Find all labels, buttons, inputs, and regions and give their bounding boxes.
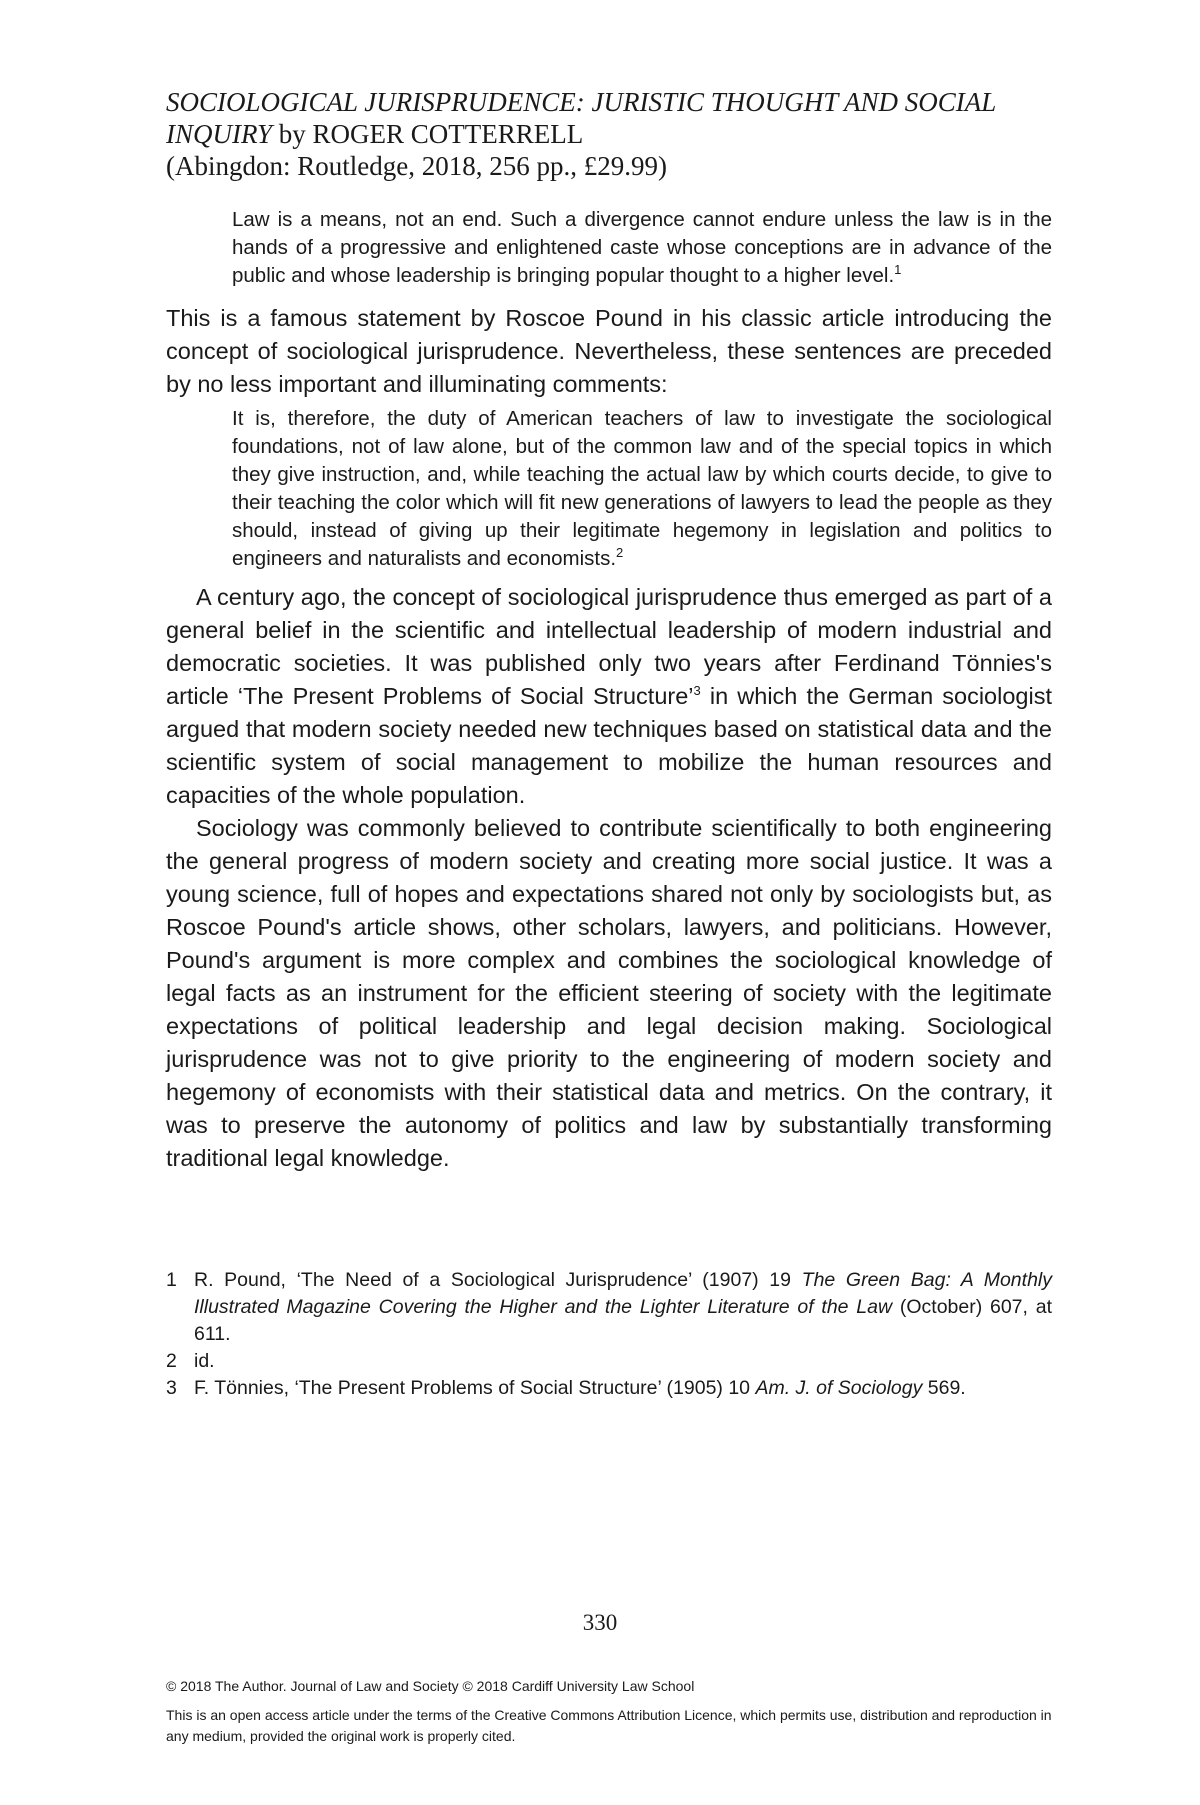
review-title bbox=[166, 86, 1052, 150]
licence-notice: This is an open access article under the terms of the Creative Commons Attribution Licence, which permits use, distribution and reproduction in any medium, provided the original work is properly cited. bbox=[166, 1707, 1052, 1744]
paragraph-2-text-a: A century ago, the concept of sociological jurisprudence thus emerged as part of a general belief in the scientific and intellectual leadership of modern industrial and democratic societies. It was published only two years after Ferdinand Tönnies's article ‘The Present Problems of Social Structure’ bbox=[166, 584, 1052, 709]
footnote-text-b: (October) 607, at 611. bbox=[194, 1296, 1052, 1345]
footnote-number: 3 bbox=[166, 1377, 177, 1399]
paragraph-1: This is a famous statement by Roscoe Pound in his classic article introducing the concept of sociological jurisprudence. Nevertheless, these sentences are preceded by no less important and illuminating comments: bbox=[166, 305, 1052, 397]
footnote-ref-1[interactable]: 1 bbox=[894, 262, 902, 278]
footnote-ref-3[interactable]: 3 bbox=[693, 683, 701, 699]
footnote-text-b: 569. bbox=[922, 1377, 966, 1399]
paragraph-3: Sociology was commonly believed to contribute scientifically to both engineering the general progress of modern society and creating more social justice. It was a young science, full of hopes and expectations shared not only by sociologists but, as Roscoe Pound's article shows, other scholars, lawyers, and politicians. However, Pound's argument is more complex and combines the sociological knowledge of legal facts as an instrument for the efficient steering of society with the legitimate expectations of political leadership and legal decision making. Sociological jurisprudence was not to give priority to the engineering of modern society and hegemony of economists with their statistical data and metrics. On the contrary, it was to preserve the autonomy of politics and law by substantially transforming traditional legal knowledge. bbox=[166, 815, 1052, 1171]
footnote bbox=[166, 1348, 1052, 1375]
page-content bbox=[166, 86, 1052, 1402]
footnote-number: 2 bbox=[166, 1350, 177, 1372]
book-title: SOCIOLOGICAL JURISPRUDENCE: JURISTIC THOUGHT AND SOCIAL INQUIRY bbox=[166, 87, 996, 149]
footnote-number: 1 bbox=[166, 1269, 177, 1291]
paragraph-2-text-b: in which the German sociologist argued that modern society needed new techniques based on statistical data and the scientific system of social management to mobilize the human resources and capacities of the whole population. bbox=[166, 683, 1052, 808]
footnote-text bbox=[194, 1267, 1052, 1348]
quote-1-text: Law is a means, not an end. Such a divergence cannot endure unless the law is in the hands of a progressive and enlightened caste whose conceptions are in advance of the public and whose leadership is bringing popular thought to a higher level. bbox=[232, 208, 1052, 287]
footnote-text bbox=[194, 1348, 1052, 1375]
footnote-journal: Am. J. of Sociology bbox=[755, 1377, 923, 1399]
footnote-text-a: F. Tönnies, ‘The Present Problems of Social Structure’ (1905) 10 bbox=[194, 1377, 756, 1399]
footnote bbox=[166, 1375, 1052, 1402]
footnote bbox=[166, 1267, 1052, 1348]
copyright-notice: © 2018 The Author. Journal of Law and Society © 2018 Cardiff University Law School bbox=[166, 1678, 695, 1694]
block-quote-1 bbox=[232, 206, 1052, 290]
footnote-text-a: id. bbox=[194, 1350, 215, 1372]
footnote-text-a: R. Pound, ‘The Need of a Sociological Jurisprudence’ (1907) 19 bbox=[194, 1269, 802, 1291]
byline: by ROGER COTTERRELL bbox=[272, 119, 584, 149]
block-quote-2 bbox=[232, 405, 1052, 573]
quote-2-text: It is, therefore, the duty of American teachers of law to investigate the sociological foundations, not of law alone, but of the common law and of the special topics in which they give instruction, and, while teaching the actual law by which courts decide, to give to their teaching the color which will fit new generations of lawyers to lead the people as they should, instead of giving up their legitimate hegemony in legislation and politics to engineers and naturalists and economists. bbox=[232, 407, 1052, 570]
footnote-text bbox=[194, 1375, 1052, 1402]
page-number: 330 bbox=[582, 1610, 618, 1635]
footnote-journal: The Green Bag: A Monthly Illustrated Magazine Covering the Higher and the Lighter Literature of the Law bbox=[194, 1269, 1052, 1318]
footnotes bbox=[166, 1267, 1052, 1402]
footnote-ref-2[interactable]: 2 bbox=[616, 545, 624, 561]
publication-info: (Abingdon: Routledge, 2018, 256 pp., £29.99) bbox=[166, 151, 667, 181]
paragraph-2 bbox=[166, 581, 1052, 812]
